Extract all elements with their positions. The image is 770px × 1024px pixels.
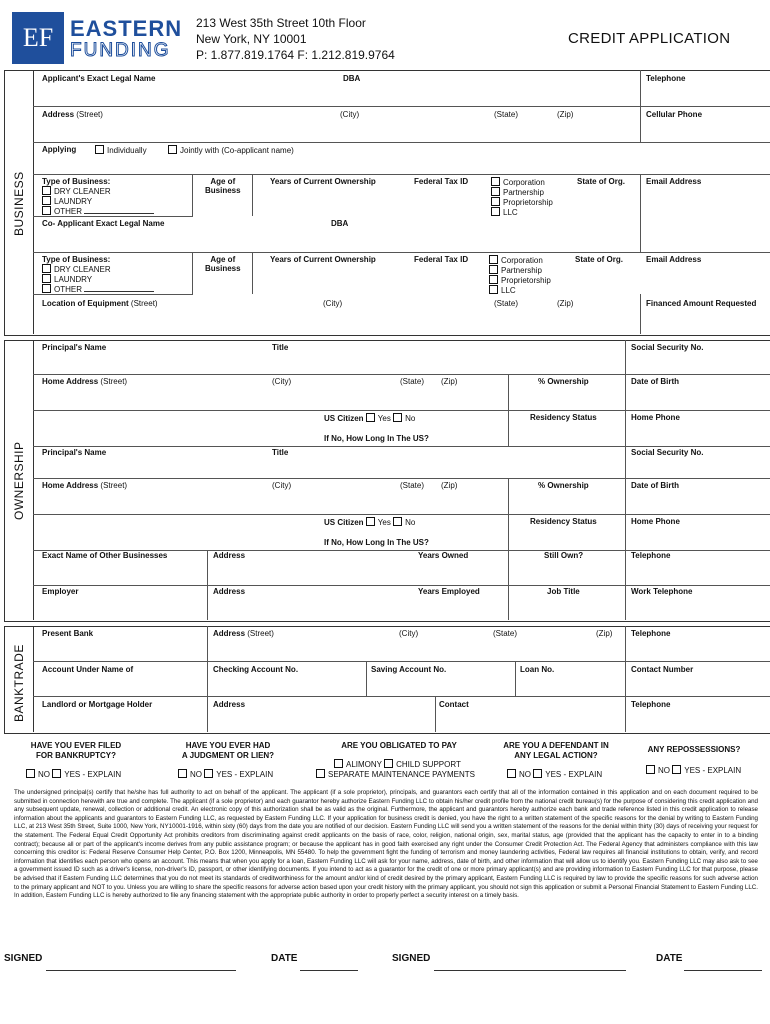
email-label: Email Address [646,177,702,186]
llc-option-2[interactable]: LLC [489,285,516,295]
contact-number-label: Contact Number [631,665,694,674]
other-business-address-label: Address [213,551,246,560]
dry-cleaner-option-2[interactable]: DRY CLEANER [42,264,111,274]
how-long-label-2: If No, How Long In The US? [324,538,429,547]
judgment-options[interactable]: NO YES - EXPLAIN [178,769,273,779]
employer-label: Employer [42,587,79,596]
jointly-checkbox[interactable] [168,145,177,154]
other-business-telephone-label: Telephone [631,551,671,560]
home-zip-label-2: (Zip) [441,481,458,490]
residency-label-2: Residency Status [530,517,597,526]
location-equipment-label: Location of Equipment (Street) [42,299,158,308]
state-of-org-label: State of Org. [577,177,626,186]
laundry-option-2[interactable]: LAUNDRY [42,274,92,284]
home-state-label: (State) [400,377,425,386]
residency-label: Residency Status [530,413,597,422]
address-line-2: New York, NY 10001 [196,32,307,46]
landlord-label: Landlord or Mortgage Holder [42,700,153,709]
how-long-label: If No, How Long In The US? [324,434,429,443]
cellular-label: Cellular Phone [646,110,703,119]
city-label-2: (City) [323,299,343,308]
type-of-business-label-2: Type of Business: [42,255,111,264]
bankruptcy-question: HAVE YOU EVER FILED FOR BANKRUPTCY? [30,741,122,760]
us-citizen-yes-checkbox[interactable] [366,413,375,422]
home-phone-label-2: Home Phone [631,517,680,526]
business-side-label: BUSINESS [12,171,26,236]
date-label-1: DATE [271,953,298,964]
logo-wordmark-eastern: EASTERN [70,16,183,41]
bank-state-label: (State) [493,629,518,638]
bank-city-label: (City) [399,629,419,638]
defendant-options[interactable]: NO YES - EXPLAIN [507,769,602,779]
zip-label-2: (Zip) [557,299,574,308]
us-citizen-no-checkbox-2[interactable] [393,517,402,526]
llc-option[interactable]: LLC [491,207,518,217]
laundry-option[interactable]: LAUNDRY [42,196,92,206]
address-line-1: 213 West 35th Street 10th Floor [196,16,366,30]
ownership-side-label: OWNERSHIP [12,441,26,520]
us-citizen-no-checkbox[interactable] [393,413,402,422]
home-address-label-2: Home Address (Street) [42,481,128,490]
work-telephone-label: Work Telephone [631,587,693,596]
us-citizen-field-2: US Citizen Yes No [324,518,416,527]
dba-label: DBA [343,74,361,83]
jointly-option[interactable]: Jointly with (Co-applicant name) [168,145,294,155]
employer-address-label: Address [213,587,246,596]
banktrade-section [4,626,770,734]
bank-address-label: Address (Street) [213,629,274,638]
years-ownership-label: Years of Current Ownership [270,177,376,186]
banktrade-side-label: BANKTRADE [12,644,26,722]
present-bank-label: Present Bank [42,629,94,638]
checking-label: Checking Account No. [213,665,299,674]
other-option-2[interactable]: OTHER [42,284,154,294]
proprietorship-option[interactable]: Proprietorship [491,197,553,207]
partnership-option[interactable]: Partnership [491,187,544,197]
repossessions-question: ANY REPOSSESSIONS? [647,745,741,754]
home-city-label-2: (City) [272,481,292,490]
landlord-contact-label: Contact [439,700,469,709]
address-line-3: P: 1.877.819.1764 F: 1.212.819.9764 [196,48,395,62]
principal-name-label: Principal's Name [42,343,107,352]
financed-amount-label: Financed Amount Requested [646,299,757,308]
obligated-options-2[interactable]: SEPARATE MAINTENANCE PAYMENTS [316,769,475,779]
partnership-option-2[interactable]: Partnership [489,265,542,275]
signed-label-1: SIGNED [4,953,43,964]
date-line-2[interactable] [684,970,762,971]
signed-label-2: SIGNED [392,953,431,964]
bank-zip-label: (Zip) [596,629,613,638]
form-title: CREDIT APPLICATION [568,30,731,47]
still-own-label: Still Own? [544,551,584,560]
federal-tax-label: Federal Tax ID [414,177,469,186]
logo-wordmark-funding: FUNDING [70,40,171,61]
signature-line-2[interactable] [434,970,626,971]
years-employed-label: Years Employed [418,587,480,596]
date-label-2: DATE [656,953,683,964]
principal-title-label: Title [272,343,289,352]
job-title-label: Job Title [547,587,580,596]
legal-disclosure-text: The undersigned principal(s) certify that he/she has full authority to act on behalf of the applicant. The applicant (if a sole proprietor), principals, and guarantors each certify that all of the information contained in this application and on each document required to be submitted in connection herewith are true and complete. The applicant (if a sole proprietor) and each guarantor hereby authorize Eastern Funding LLC to obtain his/her credit profile from the national credit bureau(s) for the purpose of considering this credit application and any subsequent update, renewal, collection or additional credit. An electronic copy of this authorization shall be as valid as the original. Furthermore, the applicant and guarantors hereby authorize each bank and trade reference listed in this credit application to release information about the applicants and guarantors to Eastern Funding LLC, as requested by Eastern Funding LLC. If your application for business credit is denied, you have the right to a written statement of the specific reasons for the denial by writing to Eastern Funding LLC, at 213 West 35th Street, Suite 1000, New York, NY10001-1916, within sixty (60) days from the date you are notified of our decision. Eastern Funding LLC will send you a written statement of the reasons for the denial within thirty (30) days of receiving your request for the statement. The Federal Equal Credit Opportunity Act prohibits creditors from discriminating against credit applicants on the basis of race, color, religion, national origin, sex, marital status, age (provided that the applicant has the capacity to enter in to a binding contract); because all or part of the applicant's income derives from any public assistance program; or because the applicant has in good faith exercised any right under the Consumer Credit Protection Act. The Federal Agency that administers compliance with this law concerning this creditor is: Federal Reserve Consumer Help Center, P.O. Box 1200, Minneapolis, MN 55480. To help the government fight the funding of terrorism and money laundering activities, Federal law requires all financial institutions to obtain, verify, and record information that identifies each person who opens an account. This means that when you apply for a loan, Eastern Funding LLC will ask for your name, address, date of birth, and other information that will allow us to identify you. Eastern Funding LLC may also ask to see a government issued ID such as a driver's license, non-driver's ID, passport, or other identifying documents. If you intend to act as a guarantor for the credit of one or more primary applicant(s) and are providing information to Eastern Funding LLC for that purpose, please be advised that if Eastern Funding LLC determines that you do not meet its standards of creditworthiness for the amount and/or kind of credit desired by the primary applicant, Eastern Funding LLC is required by law to provide the specific reasons for such adverse action to the primary applicant and NOT to you. Unless you are willing to share the specific reasons for adverse action based upon your credit history with the primary applicant, you should not sign this application or submit a Personal Financial Statement to Eastern Funding LLC. In addition, Eastern Funding LLC is hereby authorized to file any financing statement with the appropriate public authority in order to properly perfect a security interest on a timely basis. [14,789,758,900]
type-of-business-label: Type of Business: [42,177,111,186]
dry-cleaner-option[interactable]: DRY CLEANER [42,186,111,196]
ownership-pct-label: % Ownership [538,377,589,386]
ssn-label-2: Social Security No. [631,448,704,457]
age-of-business-label: Age of Business [205,177,241,195]
bank-telephone-label: Telephone [631,629,671,638]
repossessions-options[interactable]: NO YES - EXPLAIN [646,765,741,775]
state-label-2: (State) [494,299,519,308]
applicant-name-label: Applicant's Exact Legal Name [42,74,156,83]
us-citizen-field: US Citizen Yes No [324,414,416,423]
judgment-question: HAVE YOU EVER HAD A JUDGMENT OR LIEN? [181,741,275,760]
ssn-label: Social Security No. [631,343,704,352]
individually-checkbox[interactable] [95,145,104,154]
home-city-label: (City) [272,377,292,386]
dba-label-2: DBA [331,219,349,228]
bankruptcy-options[interactable]: NO YES - EXPLAIN [26,769,121,779]
individually-option[interactable]: Individually [95,145,147,155]
years-owned-label: Years Owned [418,551,469,560]
applying-label: Applying [42,145,77,154]
logo-mark [12,12,64,64]
landlord-telephone-label: Telephone [631,700,671,709]
state-label: (State) [494,110,519,119]
dob-label: Date of Birth [631,377,679,386]
email-label-2: Email Address [646,255,702,264]
federal-tax-label-2: Federal Tax ID [414,255,469,264]
home-address-label: Home Address (Street) [42,377,128,386]
us-citizen-yes-checkbox-2[interactable] [366,517,375,526]
obligated-question: ARE YOU OBLIGATED TO PAY [341,741,457,750]
telephone-label: Telephone [646,74,686,83]
other-businesses-label: Exact Name of Other Businesses [42,551,168,560]
account-name-label: Account Under Name of [42,665,134,674]
years-ownership-label-2: Years of Current Ownership [270,255,376,264]
address-label: Address (Street) [42,110,103,119]
saving-label: Saving Account No. [371,665,447,674]
logo-letters: EF [22,23,54,52]
age-of-business-label-2: Age of Business [205,255,241,273]
loan-label: Loan No. [520,665,555,674]
corporation-option-2[interactable]: Corporation [489,255,543,265]
home-state-label-2: (State) [400,481,425,490]
principal-title-label-2: Title [272,448,289,457]
city-label: (City) [340,110,360,119]
corporation-option[interactable]: Corporation [491,177,545,187]
state-of-org-label-2: State of Org. [575,255,624,264]
ownership-pct-label-2: % Ownership [538,481,589,490]
date-line-1[interactable] [300,970,358,971]
signature-line-1[interactable] [46,970,236,971]
obligated-options-1[interactable]: ALIMONY CHILD SUPPORT [334,759,461,769]
zip-label: (Zip) [557,110,574,119]
other-option[interactable]: OTHER [42,206,154,216]
home-phone-label: Home Phone [631,413,680,422]
dob-label-2: Date of Birth [631,481,679,490]
co-applicant-label: Co- Applicant Exact Legal Name [42,219,165,228]
principal-name-label-2: Principal's Name [42,448,107,457]
landlord-address-label: Address [213,700,246,709]
defendant-question: ARE YOU A DEFENDANT IN ANY LEGAL ACTION? [503,741,609,760]
proprietorship-option-2[interactable]: Proprietorship [489,275,551,285]
home-zip-label: (Zip) [441,377,458,386]
